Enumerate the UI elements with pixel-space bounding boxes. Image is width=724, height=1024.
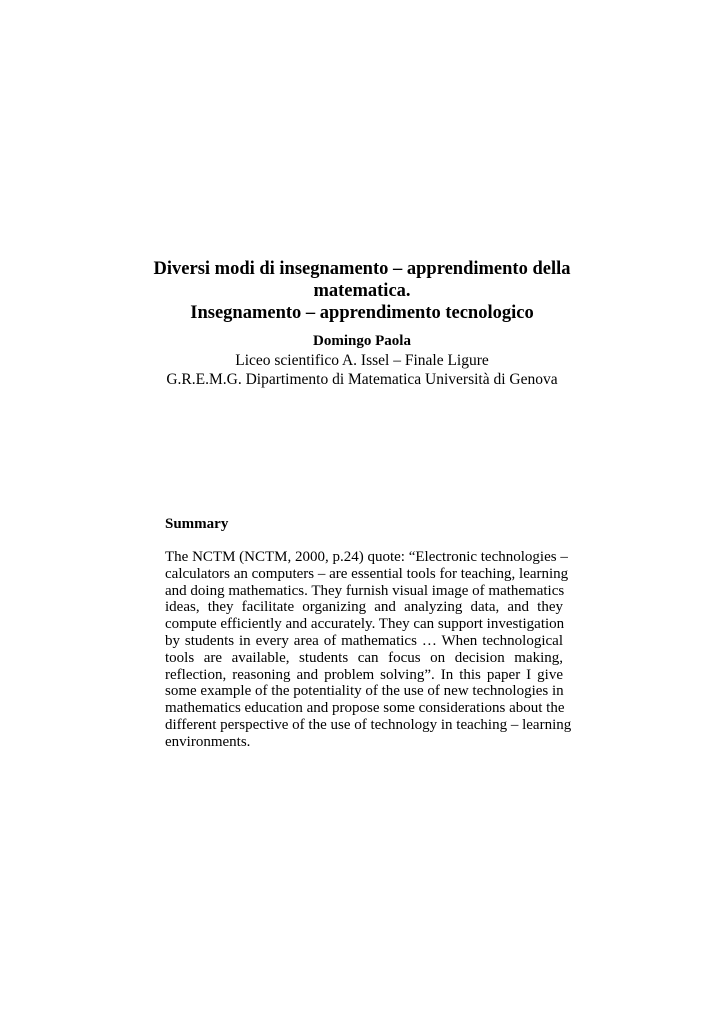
summary-line: mathematics education and propose some considerations about the [165,700,565,717]
title-line-3: Insegnamento – apprendimento tecnologico [190,303,534,323]
paper-title [120,258,604,324]
summary-line: and doing mathematics. They furnish visual image of mathematics [165,582,565,599]
title-line-2: matematica. [313,281,411,301]
summary-line: some example of the potentiality of the use of new technologies in [165,683,564,700]
author-name: Domingo Paola [313,333,411,349]
summary-line: compute efficiently and accurately. They can support investigation [165,616,565,633]
summary-body [165,549,572,751]
summary-line: The NCTM (NCTM, 2000, p.24) quote: “Electronic technologies – [165,549,568,565]
title-line-1: Diversi modi di insegnamento – apprendimento della [153,259,571,279]
summary-line: ideas, they facilitate organizing and analyzing data, and they [165,599,563,616]
affiliation-1: Liceo scientifico A. Issel – Finale Ligure [235,352,489,369]
author-block [120,332,604,389]
affiliation-2: G.R.E.M.G. Dipartimento di Matematica Università di Genova [166,371,558,388]
summary-line: environments. [165,733,251,750]
summary-line: by students in every area of mathematics … When technological [165,632,563,649]
summary-line: different perspective of the use of technology in teaching – learning [165,716,572,733]
summary-line: calculators an computers – are essential tools for teaching, learning [165,565,569,582]
summary-line: reflection, reasoning and problem solving”. In this paper I give [165,666,563,683]
summary-line: tools are available, students can focus on decision making, [165,649,563,666]
summary-heading: Summary [165,516,229,532]
